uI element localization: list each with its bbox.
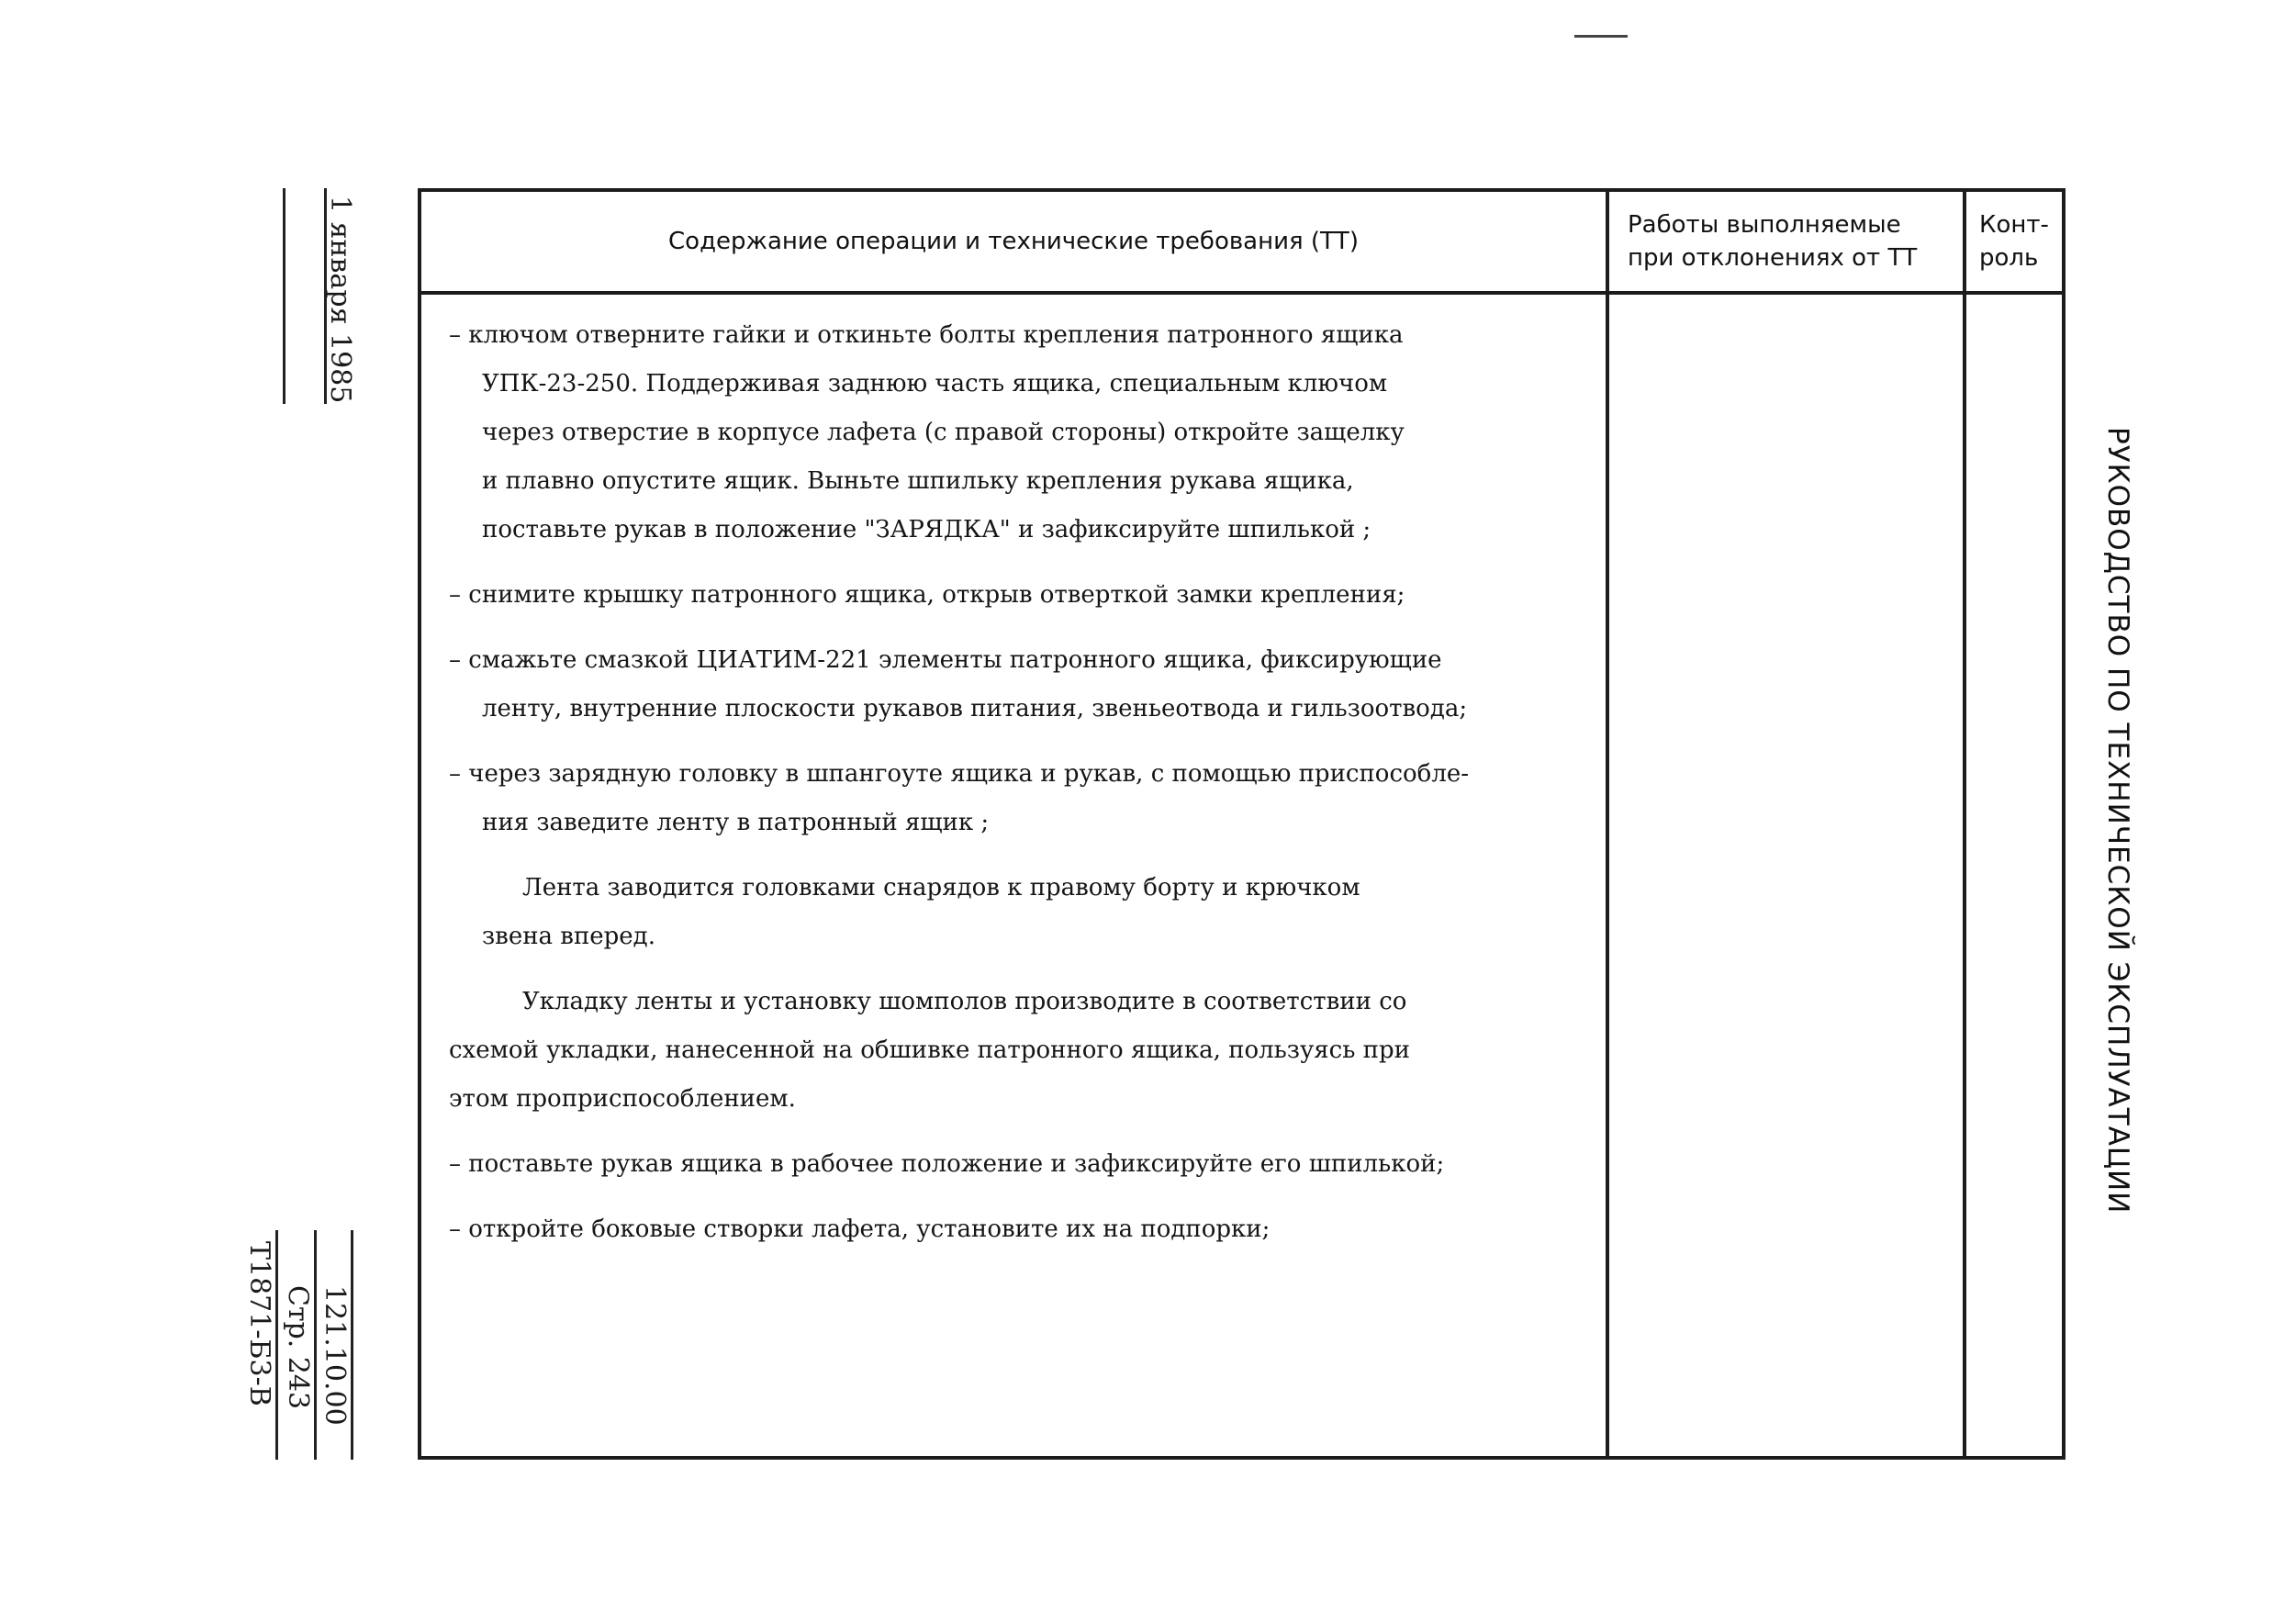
operation-step [449,1205,1606,1254]
header-content-label: Содержание операции и технические требования (ТТ) [668,228,1359,255]
paragraph-line: – через зарядную головку в шпангоуте ящика и рукав, с помощью приспособле- [449,760,1470,788]
operation-step [449,571,1606,620]
text-paragraph [449,864,1606,961]
paragraph-line: звена вперед. [482,923,655,950]
margin-page-number: Стр. 243 [282,1285,314,1410]
header-deviation-line1: Работы выполняемые [1628,211,1901,239]
paragraph-line: – снимите крышку патронного ящика, открыв отверткой замки крепления; [449,581,1405,609]
header-control-line1: Конт- [1979,211,2049,239]
column-divider [1963,192,1966,1456]
paragraph-line: УПК-23-250. Поддерживая заднюю часть ящика, специальным ключом [482,370,1388,398]
operation-content [449,311,1606,1271]
paragraph-line: ния заведите ленту в патронный ящик ; [482,809,990,836]
paragraph-line: – поставьте рукав ящика в рабочее положение и зафиксируйте его шпилькой; [449,1150,1445,1178]
header-deviation [1609,192,1963,291]
operations-table [418,188,2066,1460]
margin-rule [314,1230,317,1460]
paragraph-line: этом проприспособлением. [449,1085,796,1113]
paragraph-line: – смажьте смазкой ЦИАТИМ-221 элементы патронного ящика, фиксирующие [449,646,1442,674]
operation-step [449,1140,1606,1189]
text-paragraph [449,978,1606,1124]
paragraph-line: – откройте боковые створки лафета, установите их на подпорки; [449,1215,1271,1243]
margin-doc-code: Т1871-Б3-В [243,1241,275,1406]
header-divider [421,291,2062,295]
paragraph-line: Лента заводится головками снарядов к правому борту и крючком [522,874,1360,902]
header-control-line2: роль [1979,244,2039,272]
header-content [421,192,1606,291]
top-dash-mark [1574,35,1628,38]
column-divider [1606,192,1609,1456]
margin-date: 1 января 1985 [324,196,356,404]
paragraph-line: поставьте рукав в положение "ЗАРЯДКА" и зафиксируйте шпилькой ; [482,516,1371,543]
paragraph-line: и плавно опустите ящик. Выньте шпильку крепления рукава ящика, [482,467,1354,495]
paragraph-line: Укладку ленты и установку шомполов производите в соответствии со [522,988,1407,1015]
operation-step [449,750,1606,847]
operation-step [449,636,1606,734]
paragraph-line: схемой укладки, нанесенной на обшивке патронного ящика, пользуясь при [449,1036,1410,1064]
paragraph-line: через отверстие в корпусе лафета (с правой стороны) откройте защелку [482,419,1405,446]
margin-date-block [283,188,356,404]
paragraph-line: – ключом отверните гайки и откиньте болты крепления патронного ящика [449,321,1404,349]
margin-code-block [243,1230,358,1460]
paragraph-line: ленту, внутренние плоскости рукавов питания, звеньеотвода и гильзоотвода; [482,695,1468,722]
header-control [1966,192,2066,291]
margin-rule [283,188,285,404]
document-title-vertical: РУКОВОДСТВО ПО ТЕХНИЧЕСКОЙ ЭКСПЛУАТАЦИИ [2101,427,2134,1215]
margin-rule [275,1230,278,1460]
operation-step [449,311,1606,554]
margin-doc-number: 121.10.00 [319,1285,351,1426]
margin-rule [351,1230,353,1460]
header-deviation-line2: при отклонениях от ТТ [1628,244,1918,272]
